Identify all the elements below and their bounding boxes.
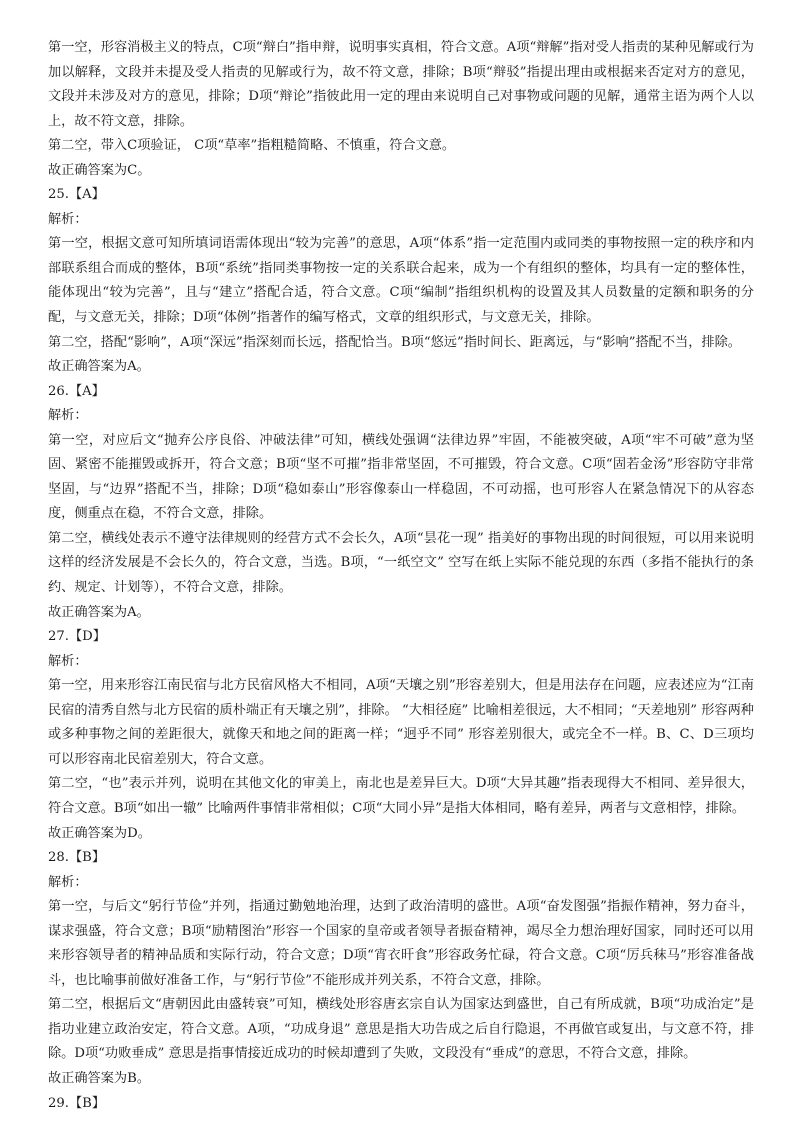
paragraph: 第二空，横线处表示不遵守法律规则的经营方式不会长久，A项“昙花一现” 指美好的事物出现的时间很短，可以用来说明这样的经济发展是不会长久的，符合文意，当选。B项，“一纸空文” 空写在纸上实际不能兑现的东西（多指不能执行的条约、规定、计划等），不符合文意，排除。 — [48, 530, 754, 596]
answer-conclusion: 故正确答案为B。 — [48, 1070, 151, 1086]
paragraph: 第一空，用来形容江南民宿与北方民宿风格大不相同，A项“天壤之别”形容差别大，但是用法存在问题，应表述应为“江南民宿的清秀自然与北方民宿的质朴端正有天壤之别”，排除。 “大相径庭” 比喻相差很远，大不相同；“天差地别” 形容两种或多种事物之间的差距很大，就像天和地之间的距离一样；“迥乎不同” 形容差别很大，或完全不一样。B、C、D三项均可以形容南北民宿差别大，符合文意。 — [48, 678, 754, 767]
paragraph: 第一空，根据文意可知所填词语需体现出“较为完善”的意思，A项“体系”指一定范围内或同类的事物按照一定的秩序和内部联系组合而成的整体，B项“系统”指同类事物按一定的关系联合起来，成为一个有组织的整体，均具有一定的整体性，能体现出“较为完善”，且与“建立”搭配合适，符合文意。C项“编制”指组织机构的设置及其人员数量的定额和职务的分配，与文意无关，排除；D项“体例”指著作的编写格式，文章的组织形式，与文意无关，排除。 — [48, 236, 754, 326]
answer-conclusion: 故正确答案为A。 — [48, 604, 150, 620]
answer-conclusion: 故正确答案为D。 — [48, 825, 151, 841]
question-number: 25.【A】 — [48, 187, 105, 203]
paragraph: 第二空，根据后文“唐朝因此由盛转衰”可知，横线处形容唐玄宗自认为国家达到盛世，自己有所成就，B项“功成治定”是指功业建立政治安定，符合文意。A项，“功成身退” 意思是指大功告成之后自行隐退，不再做官或复出，与文意不符，排除。D项“功败垂成” 意思是指事情接近成功的时候却遭到了失败，文段没有“垂成”的意思，不符合文意，排除。 — [48, 997, 754, 1062]
question-number: 29.【B】 — [48, 1095, 106, 1111]
paragraph: 第二空，“也”表示并列，说明在其他文化的审美上，南北也是差异巨大。D项“大异其趣”指表现得大不相同、差异很大，符合文意。B项“如出一辙” 比喻两件事情非常相似；C项“大同小异”是指大体相同，略有差异，两者与文意相悖，排除。 — [48, 776, 754, 816]
question-number: 26.【A】 — [48, 383, 105, 399]
question-number: 28.【B】 — [48, 850, 106, 866]
answer-conclusion: 故正确答案为C。 — [48, 162, 151, 178]
paragraph: 第一空，形容消极主义的特点，C项“辩白”指申辩，说明事实真相，符合文意。A项“辩解”指对受人指责的某种见解或行为加以解释，文段并未提及受人指责的见解或行为，故不符文意，排除；B项“辩驳”指提出理由或根据来否定对方的意见，文段并未涉及对方的意见，排除；D项“辩论”指彼此用一定的理由来说明自己对事物或问题的见解，通常主语为两个人以上，故不符文意，排除。 — [48, 40, 754, 129]
analysis-heading: 解析： — [48, 408, 88, 424]
paragraph: 第二空，搭配“影响”，A项“深远”指深刻而长远，搭配恰当。B项“悠远”指时间长、距离远，与“影响”搭配不当，排除。 — [48, 334, 741, 350]
analysis-heading: 解析： — [48, 211, 88, 227]
question-number: 27.【D】 — [48, 629, 106, 645]
paragraph: 第二空，带入C项验证， C项“草率”指粗糙简略、不慎重，符合文意。 — [48, 138, 456, 154]
analysis-heading: 解析： — [48, 653, 88, 669]
answer-conclusion: 故正确答案为A。 — [48, 359, 150, 375]
analysis-heading: 解析： — [48, 874, 88, 890]
paragraph: 第一空，对应后文“抛弃公序良俗、冲破法律”可知，横线处强调“法律边界”牢固，不能被突破，A项“牢不可破”意为坚固、紧密不能摧毁或拆开，符合文意；B项“坚不可摧”指非常坚固，不可摧毁，符合文意。C项“固若金汤”形容防守非常坚固，与“边界”搭配不当，排除；D项“稳如泰山”形容像泰山一样稳固，不可动摇，也可形容人在紧急情况下的从容态度，侧重点在稳，不符合文意，排除。 — [48, 432, 754, 522]
paragraph: 第一空，与后文“躬行节俭”并列，指通过勤勉地治理，达到了政治清明的盛世。A项“奋发图强”指振作精神，努力奋斗，谋求强盛，符合文意；B项“励精图治”形容一个国家的皇帝或者领导者振奋精神，竭尽全力想治理好国家，同时还可以用来形容领导者的精神品质和实际行动，符合文意；D项“宵衣旰食”形容政务忙碌，符合文意。C项“厉兵秣马”形容准备战斗，也比喻事前做好准备工作，与“躬行节俭”不能形成并列关系，不符合文意，排除。 — [48, 899, 754, 988]
